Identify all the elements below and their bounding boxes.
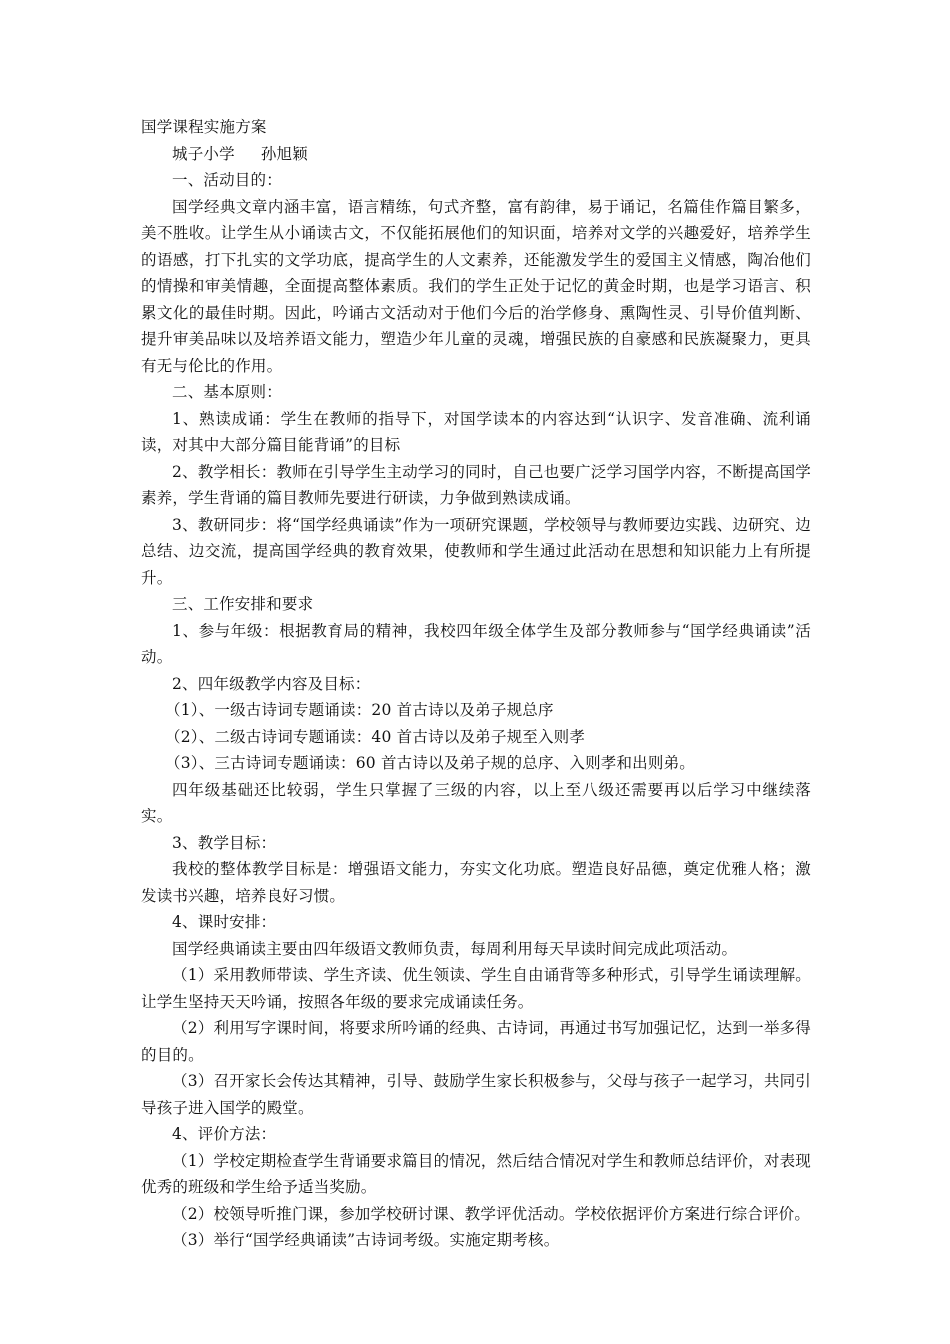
paragraph-evaluation-1: （1）学校定期检查学生背诵要求篇目的情况，然后结合情况对学生和教师总结评价，对表现优秀的班级和学生给予适当奖励。: [141, 1151, 811, 1196]
paragraph-evaluation-3: （3）举行“国学经典诵读”古诗词考级。实施定期考核。: [172, 1231, 560, 1249]
paragraph-evaluation-heading: 4、评价方法：: [172, 1125, 277, 1143]
list-item-level-2: （2）、二级古诗词专题诵读：40 首古诗以及弟子规至入则孝: [165, 727, 586, 746]
list-item-level-1: （1）、一级古诗词专题诵读：20 首古诗以及弟子规总序: [165, 701, 554, 719]
list-item-level-3: （3）、三古诗词专题诵读：60 首古诗以及弟子规的总序、入则孝和出则弟。: [165, 754, 695, 772]
paragraph-schedule: 国学经典诵读主要由四年级语文教师负责，每周利用每天早读时间完成此项活动。: [172, 939, 738, 958]
paragraph-content-heading: 2、四年级教学内容及目标：: [172, 674, 371, 693]
author-school: 城子小学: [172, 144, 235, 163]
paragraph-principle-1: 1、熟读成诵：学生在教师的指导下，对国学读本的内容达到“认识字、发音准确、流利诵读，对其中大部分篇目能背诵”的目标: [141, 409, 811, 454]
paragraph-grade-note: 四年级基础还比较弱，学生只掌握了三级的内容，以上至八级还需要再以后学习中继续落实。: [141, 780, 811, 825]
paragraph-goal: 我校的整体教学目标是：增强语文能力，夯实文化功底。塑造良好品德，奠定优雅人格；激发读书兴趣，培养良好习惯。: [141, 860, 811, 905]
document-title: 国学课程实施方案: [141, 118, 267, 136]
paragraph-purpose: 国学经典文章内涵丰富，语言精练，句式齐整，富有韵律，易于诵记，名篇佳作篇目繁多，美不胜收。让学生从小诵读古文，不仅能拓展他们的知识面，培养对文学的兴趣爱好，培养学生的语感，打下扎实的文学功底，提高学生的人文素养，还能激发学生的爱国主义情感，陶冶他们的情操和审美情趣，全面提高整体素质。我们的学生正处于记忆的黄金时期，也是学习语言、积累文化的最佳时期。因此，吟诵古文活动对于他们今后的治学修身、熏陶性灵、引导价值判断、提升审美品味以及培养语文能力，塑造少年儿童的灵魂，增强民族的自豪感和民族凝聚力，更具有无与伦比的作用。: [141, 197, 811, 375]
paragraph-principle-2: 2、教学相长：教师在引导学生主动学习的同时，自己也要广泛学习国学内容，不断提高国学素养，学生背诵的篇目教师先要进行研读，力争做到熟读成诵。: [141, 462, 811, 507]
paragraph-schedule-heading: 4、课时安排：: [172, 913, 277, 931]
author-name: 孙旭颖: [260, 144, 308, 163]
paragraph-goal-heading: 3、教学目标：: [172, 833, 277, 852]
section-heading-principles: 二、基本原则：: [172, 383, 282, 401]
paragraph-schedule-2: （2）利用写字课时间，将要求所吟诵的经典、古诗词，再通过书写加强记忆，达到一举多得的目的。: [141, 1019, 811, 1064]
author-line: [141, 141, 811, 168]
section-heading-purpose: 一、活动目的：: [172, 171, 282, 189]
section-heading-arrangement: 三、工作安排和要求: [172, 595, 314, 613]
document-page: [141, 114, 811, 1254]
paragraph-schedule-3: （3）召开家长会传达其精神，引导、鼓励学生家长积极参与，父母与孩子一起学习，共同引导孩子进入国学的殿堂。: [141, 1072, 811, 1117]
paragraph-principle-3: 3、教研同步：将“国学经典诵读”作为一项研究课题，学校领导与教师要边实践、边研究、边总结、边交流，提高国学经典的教育效果，使教师和学生通过此活动在思想和知识能力上有所提升。: [141, 515, 811, 587]
paragraph-grade: 1、参与年级：根据教育局的精神，我校四年级全体学生及部分教师参与“国学经典诵读”活动。: [141, 621, 811, 666]
paragraph-evaluation-2: （2）校领导听推门课，参加学校研讨课、教学评优活动。学校依据评价方案进行综合评价。: [172, 1204, 811, 1223]
paragraph-schedule-1: （1）采用教师带读、学生齐读、优生领读、学生自由诵背等多种形式，引导学生诵读理解。让学生坚持天天吟诵，按照各年级的要求完成诵读任务。: [141, 966, 811, 1011]
